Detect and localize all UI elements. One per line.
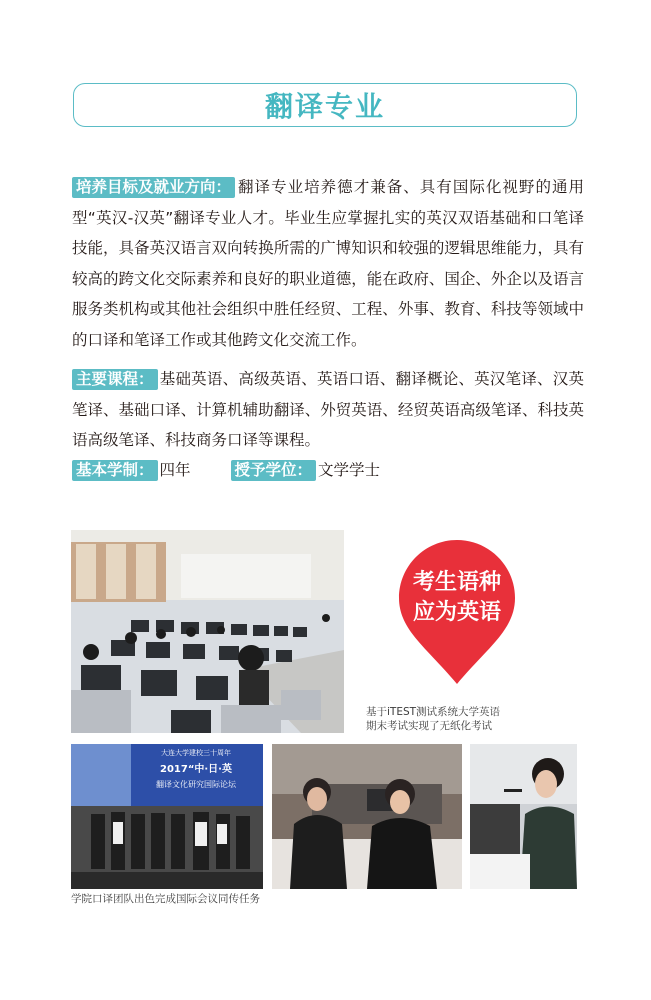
- title-box: [73, 83, 577, 127]
- interpreters-photo: [272, 744, 462, 889]
- duration-value: 四年: [159, 461, 191, 479]
- banner-line1: 大连大学建校三十周年: [161, 749, 231, 757]
- goal-text: 翻译专业培养德才兼备、具有国际化视野的通用型“英汉-汉英”翻译专业人才。毕业生应掌握扎实的英汉双语基础和口笔译技能，具备英汉语言双向转换所需的广博知识和较强的逻辑思维能力，具有较高的跨文化交际素养和良好的职业道德，能在政府、国企、外企以及语言服务类机构或其他社会组织中胜任经贸、工程、外事、教育、科技等领域中的口译和笔译工作或其他跨文化交流工作。: [72, 178, 584, 349]
- banner-line3: 翻译文化研究国际论坛: [156, 780, 236, 789]
- badge-line1: 考生语种: [412, 570, 501, 595]
- exam-caption-line2: 期末考试实现了无纸化考试: [366, 720, 492, 732]
- goal-label: 培养目标及就业方向：: [72, 177, 235, 198]
- team-caption: 学院口译团队出色完成国际会议同传任务: [71, 893, 260, 905]
- exam-room-photo: [71, 530, 344, 733]
- courses-section: [72, 364, 584, 456]
- duration-label: 基本学制：: [72, 460, 158, 481]
- meta-row: [72, 458, 380, 482]
- banner-line2: 2017“中·日·英: [159, 764, 232, 775]
- degree-item: [231, 458, 381, 482]
- booth-photo: [470, 744, 577, 889]
- courses-label: 主要课程：: [72, 369, 158, 390]
- degree-label: 授予学位：: [231, 460, 317, 481]
- page-title: 翻译专业: [264, 90, 385, 123]
- exam-caption: [366, 705, 500, 733]
- degree-value: 文学学士: [318, 461, 381, 479]
- goal-section: [72, 172, 584, 355]
- duration-item: [72, 458, 191, 482]
- exam-caption-line1: 基于iTEST测试系统大学英语: [366, 706, 501, 718]
- badge-line2: 应为英语: [412, 600, 501, 625]
- team-photo: [71, 744, 263, 889]
- courses-text: 基础英语、高级英语、英语口语、翻译概论、英汉笔译、汉英笔译、基础口译、计算机辅助翻译、外贸英语、经贸英语高级笔译、科技英语高级笔译、科技商务口译等课程。: [72, 370, 584, 449]
